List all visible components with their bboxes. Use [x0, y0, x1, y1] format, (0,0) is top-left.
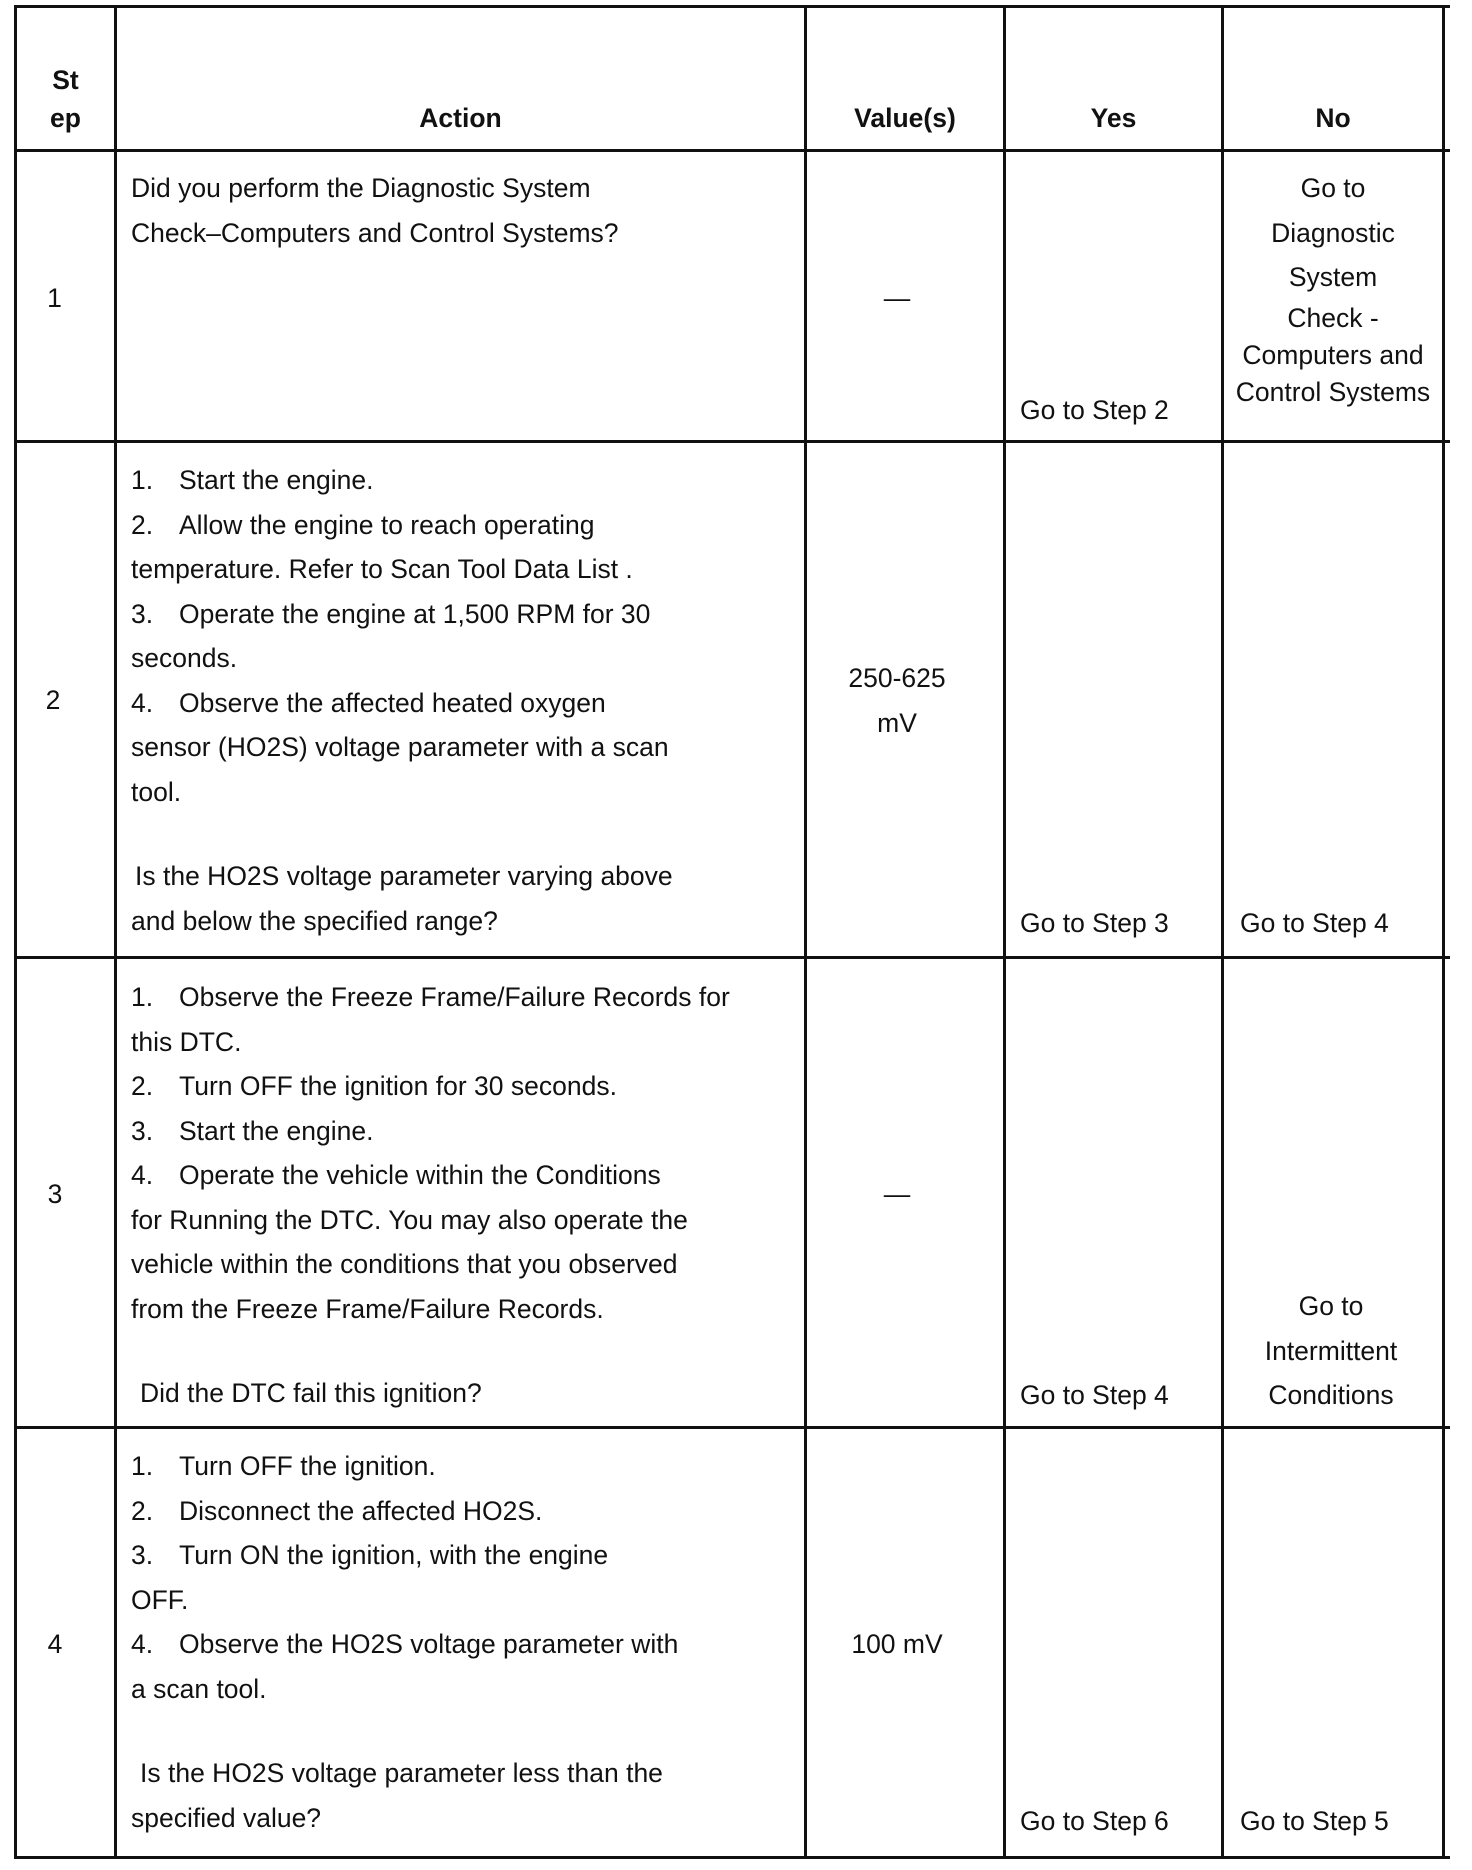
yes-link: Go to Step 2 — [1020, 395, 1169, 425]
value-text: 100 mV — [851, 1629, 943, 1659]
table-border-top — [14, 5, 1450, 8]
action-text: Did you perform the Diagnostic System Check–Computers and Control Systems? — [131, 173, 619, 248]
col-divider — [114, 7, 117, 1859]
row-divider — [14, 956, 1450, 959]
step-number: 2 — [45, 685, 61, 715]
action-text: 1. Start the engine. 2. Allow the engine to reach operating temperature. Refer to Scan Tool Data List . 3. Operate the engine at 1,500 RPM for 30 seconds. 4. Observe the affected heated oxygen sensor (HO2S) voltage parameter with a scan tool. Is the HO2S voltage parameter varying above and below the specified range? — [131, 465, 673, 936]
step-number: 4 — [47, 1629, 63, 1659]
no-link: Go to Step 5 — [1240, 1806, 1389, 1836]
row-divider — [14, 440, 1450, 443]
no-link: Go to Diagnostic System Check - Computers and Control Systems — [1235, 173, 1431, 407]
header-action: Action — [419, 103, 502, 133]
action-text: 1. Turn OFF the ignition. 2. Disconnect the affected HO2S. 3. Turn ON the ignition, with the engine OFF. 4. Observe the HO2S voltage parameter with a scan tool. Is the HO2S voltage parameter less than the specified value? — [131, 1451, 679, 1833]
no-link: Go to Step 4 — [1240, 908, 1389, 938]
value-text: — — [883, 283, 911, 313]
table-border-right — [1442, 7, 1445, 1859]
action-text: 1. Observe the Freeze Frame/Failure Records for this DTC. 2. Turn OFF the ignition for 30 seconds. 3. Start the engine. 4. Operate the vehicle within the Conditions for Running the DTC. You may also operate the vehicle within the conditions that you observed from the Freeze Frame/Failure Records. Did the DTC fail this ignition? — [131, 982, 730, 1408]
row-divider — [14, 1426, 1450, 1429]
header-yes: Yes — [1090, 103, 1137, 133]
value-text: 250-625 mV — [848, 663, 946, 738]
yes-link: Go to Step 4 — [1020, 1380, 1169, 1410]
header-values: Value(s) — [854, 103, 956, 133]
header-no: No — [1315, 103, 1351, 133]
no-link: Go to Intermittent Conditions — [1264, 1291, 1398, 1410]
header-step: St ep — [50, 65, 81, 133]
col-divider — [1003, 7, 1006, 1859]
step-number: 3 — [47, 1179, 63, 1209]
yes-link: Go to Step 6 — [1020, 1806, 1169, 1836]
table-border-bottom — [14, 1856, 1450, 1859]
yes-link: Go to Step 3 — [1020, 908, 1169, 938]
row-divider — [14, 149, 1450, 152]
value-text: — — [883, 1179, 911, 1209]
step-number: 1 — [47, 283, 62, 313]
